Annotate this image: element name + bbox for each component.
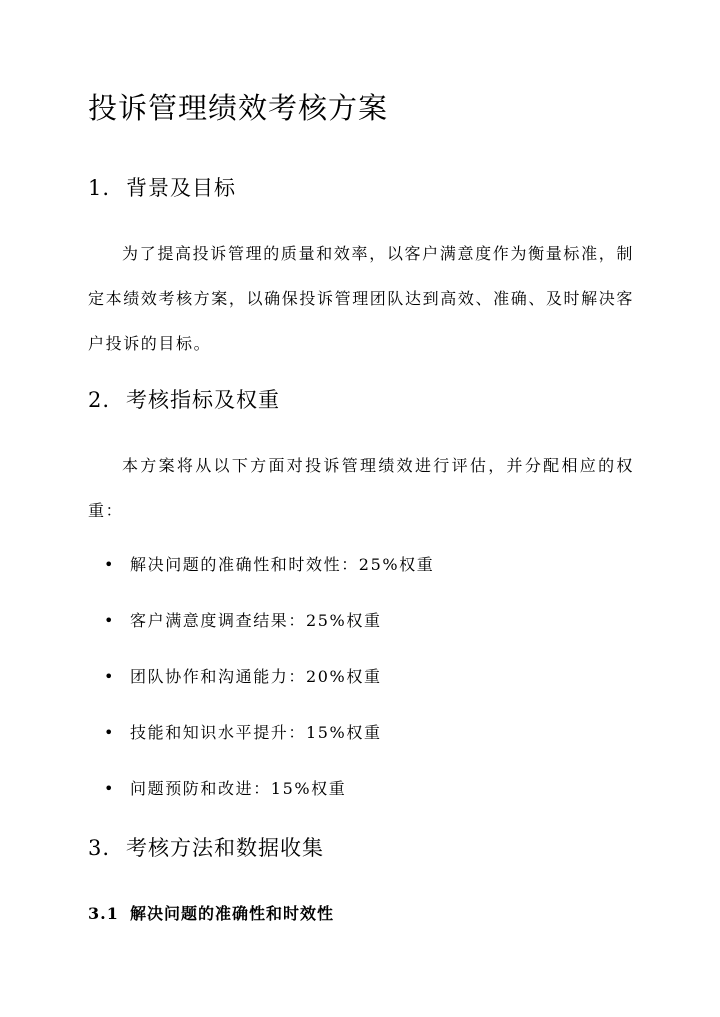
list-item-text: 客户满意度调查结果：25%权重 xyxy=(130,611,382,630)
list-item xyxy=(88,657,434,713)
section-heading-3 xyxy=(88,833,324,863)
bullet: • xyxy=(104,611,116,630)
subsection-heading-3-1 xyxy=(88,902,334,926)
weight-list xyxy=(88,545,434,825)
list-item xyxy=(88,769,434,825)
list-item-text: 解决问题的准确性和时效性：25%权重 xyxy=(130,555,435,574)
list-item xyxy=(88,601,434,657)
document-title: 投诉管理绩效考核方案 xyxy=(88,91,389,125)
section-title: 考核方法和数据收集 xyxy=(126,836,324,860)
bullet: • xyxy=(104,779,116,798)
bullet: • xyxy=(104,555,116,574)
list-item-text: 团队协作和沟通能力：20%权重 xyxy=(130,667,382,686)
section-heading-1 xyxy=(88,173,236,203)
section-number: 2. xyxy=(88,388,111,412)
section-2-paragraph: 本方案将从以下方面对投诉管理绩效进行评估，并分配相应的权重： xyxy=(88,456,634,520)
list-item-text: 技能和知识水平提升：15%权重 xyxy=(130,723,382,742)
list-item-text: 问题预防和改进：15%权重 xyxy=(130,779,347,798)
list-item xyxy=(88,545,434,601)
section-title: 背景及目标 xyxy=(126,176,236,200)
subsection-number: 3.1 xyxy=(88,904,119,923)
section-heading-2 xyxy=(88,385,280,415)
bullet: • xyxy=(104,723,116,742)
section-title: 考核指标及权重 xyxy=(126,388,280,412)
bullet: • xyxy=(104,667,116,686)
section-1-paragraph: 为了提高投诉管理的质量和效率，以客户满意度作为衡量标准，制定本绩效考核方案，以确保投诉管理团队达到高效、准确、及时解决客户投诉的目标。 xyxy=(88,244,634,353)
section-number: 1. xyxy=(88,176,111,200)
section-number: 3. xyxy=(88,836,111,860)
list-item xyxy=(88,713,434,769)
subsection-title: 解决问题的准确性和时效性 xyxy=(130,904,335,923)
